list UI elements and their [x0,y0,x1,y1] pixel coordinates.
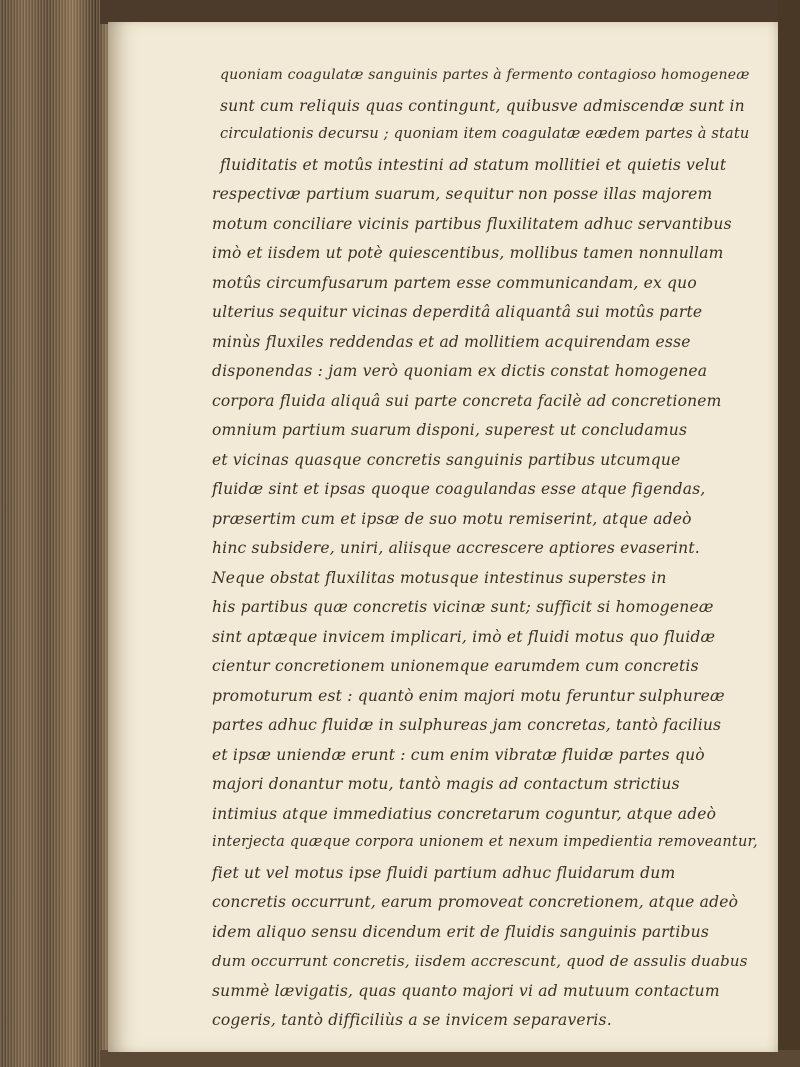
manuscript-line: interjecta quæque corpora unionem et nexum impedientia removeantur, [212,834,758,850]
manuscript-line: motum conciliare vicinis partibus fluxilitatem adhuc servantibus [212,214,732,233]
manuscript-line: cogeris, tantò difficiliùs a se invicem separaveris. [212,1011,612,1029]
book-bottom-edge [100,1050,800,1067]
manuscript-line: summè lævigatis, quas quanto majori vi ad mutuum contactum [212,981,720,1000]
manuscript-line: sint aptæque invicem implicari, imò et fluidi motus quo fluidæ [212,627,716,646]
manuscript-line: fiet ut vel motus ipse fluidi partium adhuc fluidarum dum [212,863,676,882]
manuscript-line: ulterius sequitur vicinas deperditâ aliquantâ sui motûs parte [212,303,703,321]
manuscript-line: quoniam coagulatæ sanguinis partes à fermento contagioso homogeneæ [220,67,750,83]
manuscript-line: concretis occurrunt, earum promoveat concretionem, atque adeò [212,893,739,911]
manuscript-line: motûs circumfusarum partem esse communicandam, ex quo [212,273,697,292]
book-top-edge [100,0,800,24]
manuscript-line: fluiditatis et motûs intestini ad statum mollitiei et quietis velut [220,155,727,174]
manuscript-line: idem aliquo sensu dicendum erit de fluidis sanguinis partibus [212,922,710,941]
manuscript-line: præsertim cum et ipsæ de suo motu remiserint, atque adeò [212,509,692,528]
manuscript-line: et ipsæ uniendæ erunt : cum enim vibratæ fluidæ partes quò [212,745,705,764]
page-stack-edge [0,0,110,1067]
manuscript-line: promoturum est : quantò enim majori motu feruntur sulphureæ [212,686,725,705]
manuscript-line: omnium partium suarum disponi, superest ut concludamus [212,421,688,439]
manuscript-line: majori donantur motu, tantò magis ad contactum strictius [212,775,680,793]
manuscript-line: hinc subsidere, uniri, aliisque accrescere aptiores evaserint. [212,539,700,557]
manuscript-line: circulationis decursu ; quoniam item coagulatæ eædem partes à statu [220,126,750,142]
manuscript-line: fluidæ sint et ipsas quoque coagulandas esse atque figendas, [212,480,706,498]
manuscript-line: et vicinas quasque concretis sanguinis partibus utcumque [212,450,681,469]
manuscript-line: Neque obstat fluxilitas motusque intestinus superstes in [212,568,667,587]
manuscript-line: disponendas : jam verò quoniam ex dictis constat homogenea [212,362,708,380]
book-right-edge [778,0,800,1067]
manuscript-line: cientur concretionem unionemque earumdem cum concretis [212,657,699,675]
manuscript-line: his partibus quæ concretis vicinæ sunt; sufficit si homogeneæ [212,598,714,616]
manuscript-line: intimius atque immediatius concretarum coguntur, atque adeò [212,804,717,823]
manuscript-line: partes adhuc fluidæ in sulphureas jam concretas, tantò facilius [212,716,722,734]
manuscript-line: minùs fluxiles reddendas et ad mollitiem acquirendam esse [212,332,691,351]
manuscript-line: sunt cum reliquis quas contingunt, quibusve admiscendæ sunt in [220,96,745,115]
manuscript-line: respectivæ partium suarum, sequitur non posse illas majorem [212,185,713,203]
manuscript-line: imò et iisdem ut potè quiescentibus, mollibus tamen nonnullam [212,244,724,262]
manuscript-line: corpora fluida aliquâ sui parte concreta facilè ad concretionem [212,391,722,410]
manuscript-line: dum occurrunt concretis, iisdem accrescunt, quod de assulis duabus [212,952,748,970]
